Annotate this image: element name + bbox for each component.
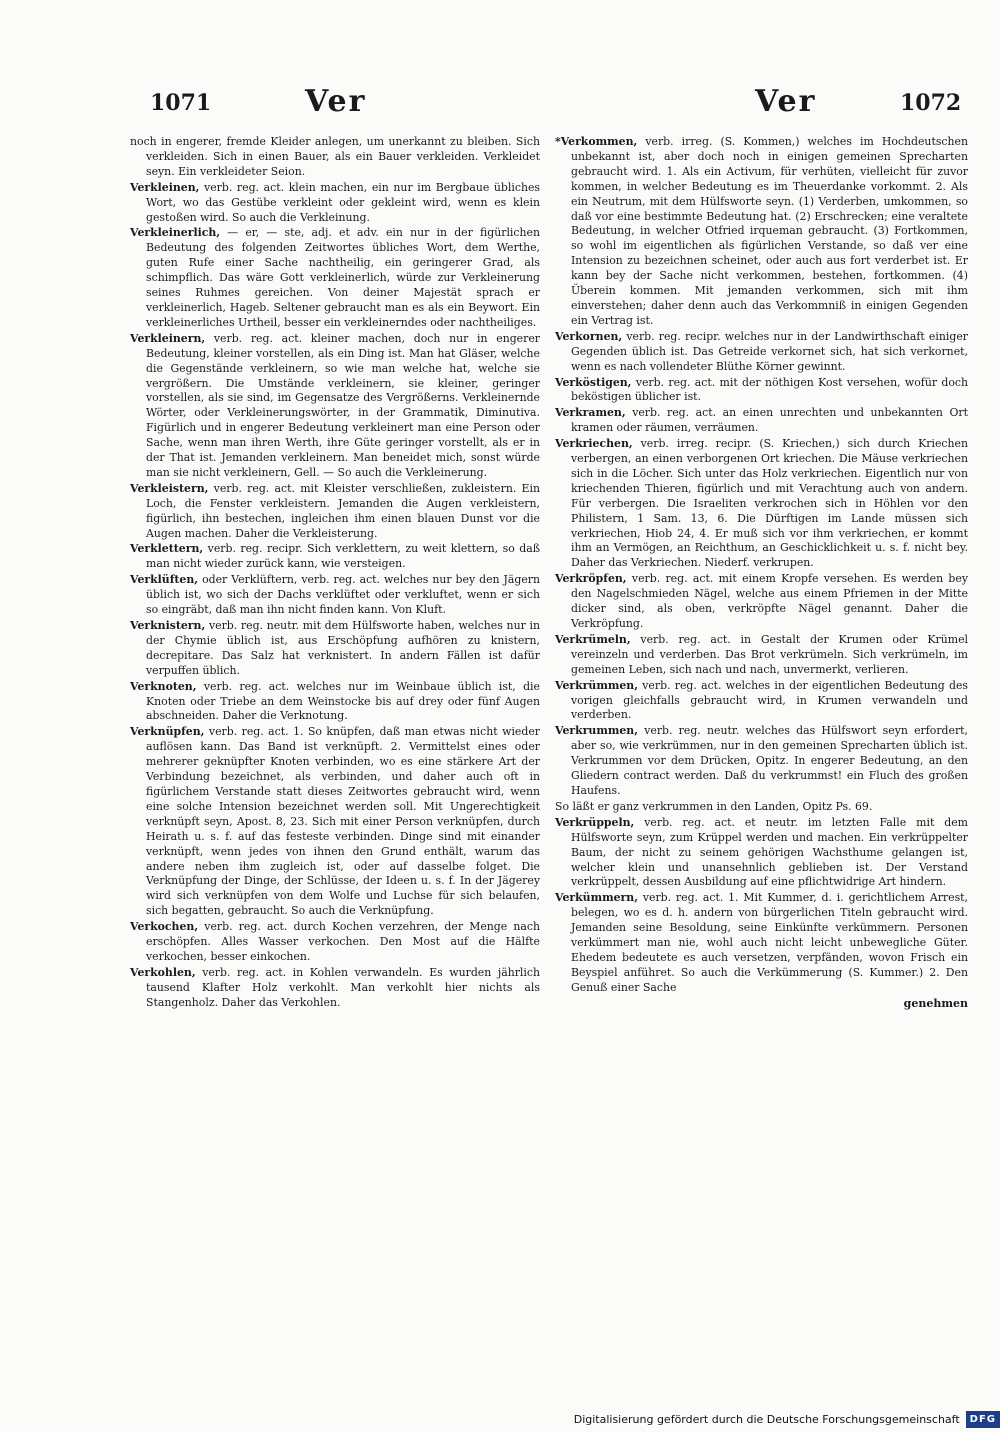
entry-lemma: Verkrüppeln, — [555, 815, 635, 829]
dictionary-entry — [555, 891, 968, 995]
entry-text: verb. reg. act. an einen unrechten und unbekannten Ort kramen oder räumen, verräumen. — [571, 406, 968, 435]
entry-text: verb. irreg. recipr. (S. Kriechen,) sich durch Kriechen verbergen, an einen verborgenen Ort kriechen. Die Mäuse verkriechen sich in die Löcher. Sich unter das Holz verkriechen. Eigentlich nur von kriechenden Thieren, figürlich und mit Verachtung auch von andern. Für verbergen. Die Israeliten verkrochen sich in Höhlen vor den Philistern, 1 Sam. 13, 6. Die Dürftigen im Lande müssen sich verkriechen, Hiob 24, 4. Er muß sich vor ihm verkriechen, er kommt ihm an Vermögen, an Reichthum, an Geschicklichkeit u. s. f. nicht bey. Daher das Verkriechen. Niederf. verkrupen. — [571, 437, 968, 570]
dictionary-entry — [130, 725, 540, 919]
page-number-right: 1072 — [900, 90, 962, 116]
entry-lemma: Verkrümmen, — [555, 678, 639, 692]
dictionary-entry — [555, 376, 968, 406]
continued-text: noch in engerer, fremde Kleider anlegen, um unerkannt zu bleiben. Sich verkleiden. Sich in einen Bauer, als ein Bauer verkleiden. Verkleidet seyn. Ein verkleideter Seion. — [130, 135, 540, 178]
catchword: genehmen — [903, 996, 968, 1010]
dictionary-entry — [555, 437, 968, 571]
entry-text: verb. reg. act. kleiner machen, doch nur in engerer Bedeutung, kleiner vorstellen, als ein Ding ist. Man hat Gläser, welche die Gegenstände verkleinern, so wie man welche hat, welche sie vergrößern. Die Umstände verkleinern, sie kleiner, geringer vorstellen, als sie sind, im Gegensatze des Vergrößerns. Verkleinernde Wörter, oder Verkleinerungswörter, in der Grammatik, Diminutiva. Figürlich und in engerer Bedeutung verkleinert man eine Person oder Sache, wenn man ihren Werth, ihre Güte geringer vorstellt, als er in der That ist. Jemanden verkleinern. Man beneidet mich, sonst würde man sie nicht verkleinern, Gell. — So auch die Verkleinerung. — [146, 331, 540, 479]
entry-text: verb. reg. neutr. welches das Hülfswort seyn erfordert, aber so, wie verkrümmen, nur in den gemeinen Sprecharten üblich ist. Verkrummen vor dem Drücken, Opitz. In engerer Bedeutung, an den Gliedern contract werden. Daß du verkrummst! ein Fluch des großen Haufens. — [571, 724, 968, 797]
dictionary-entry — [130, 966, 540, 1011]
entry-lemma: Verknüpfen, — [130, 725, 205, 739]
entry-lemma: *Verkommen, — [555, 135, 638, 148]
entry-text: verb. reg. act. durch Kochen verzehren, der Menge nach erschöpfen. Alles Wasser verkochen. Den Most auf die Hälfte verkochen, besser einkochen. — [146, 920, 541, 963]
dictionary-entry — [130, 920, 540, 965]
dictionary-entry — [555, 135, 968, 329]
entry-text: verb. reg. act. 1. So knüpfen, daß man etwas nicht wieder auflösen kann. Das Band ist verknüpft. 2. Vermittelst eines oder mehrerer geknüpfter Knoten verbinden, wo es eine stärkere Art der Verbindung bezeichnet, als verbinden, und daher auch oft in figürlichem Verstande statt dieses Zeitwortes gebraucht wird, wenn eine solche Intension bezeichnet werden soll. Mit Ungerechtigkeit verknüpft seyn, Apost. 8, 23. Sich mit einer Person verknüpfen, durch Heirath u. s. f. auf das festeste verbinden. Dinge sind mit einander verknüpft, wenn jedes von ihnen den Grund enthält, warum das andere neben ihm zugleich ist, oder auf dasselbe folget. Die Verknüpfung der Dinge, der Schlüsse, der Ideen u. s. f. In der Jägerey wird sich verknüpfen von dem Wolfe und Luchse für sich belaufen, sich begatten, gebraucht. So auch die Verknüpfung. — [146, 725, 540, 918]
dictionary-entry — [555, 724, 968, 799]
entry-lemma: Verkleistern, — [130, 481, 209, 495]
dictionary-entry — [555, 572, 968, 632]
entry-text: verb. reg. act. mit einem Kropfe versehen. Es werden bey den Nagelschmieden Nägel, welche aus einem Pfriemen in der Mitte dicker sind, als oben, verkröpfte Nägel genannt. Daher die Verkröpfung. — [571, 572, 968, 630]
entry-text: So läßt er ganz verkrummen in den Landen, Opitz Ps. 69. — [555, 799, 873, 813]
running-head-left: Ver — [305, 84, 367, 119]
left-entry-list — [130, 181, 540, 1011]
entry-text: verb. reg. act. klein machen, ein nur im Bergbaue übliches Wort, wo das Gestübe verkleint oder gekleint wird, wenn es klein gestoßen wird. So auch die Verkleinung. — [146, 180, 541, 224]
entry-lemma: Verkleinerlich, — [130, 226, 221, 240]
entry-text: verb. reg. act. in Gestalt der Krumen oder Krümel vereinzeln und verderben. Das Brot verkrümeln. Sich verkrümeln, im gemeinen Leben, sich nach und nach, unvermerkt, verlieren. — [571, 632, 968, 676]
entry-lemma: Verkleinern, — [130, 331, 206, 345]
dictionary-entry — [130, 573, 540, 618]
dictionary-entry — [555, 330, 968, 375]
dictionary-entry — [555, 633, 968, 678]
entry-lemma: Verkochen, — [130, 920, 199, 934]
entry-text: verb. reg. act. in Kohlen verwandeln. Es wurden jährlich tausend Klafter Holz verkohlt. Man verkohlt hier nichts als Stangenholz. Daher das Verkohlen. — [146, 965, 540, 1009]
entry-text: — er, — ste, adj. et adv. ein nur in der figürlichen Bedeutung des folgenden Zeitwortes übliches Wort, dem Werthe, guten Rufe einer Sache nachtheilig, ein geringerer Grad, als schimpflich. Das wäre Gott verkleinerlich, würde zur Verkleinerung seines Ruhmes gereichen. Von deiner Majestät sprach er verkleinerlich, Hageb. Seltener gebraucht man es als ein Beywort. Ein verkleinerliches Urtheil, besser ein verkleinerndes oder nachtheiliges. — [146, 226, 540, 329]
footer-text: Digitalisierung gefördert durch die Deutsche Forschungsgemeinschaft — [573, 1412, 960, 1426]
entry-lemma: Verkleinen, — [130, 180, 200, 194]
entry-lemma: Verkramen, — [555, 406, 626, 420]
dictionary-entry — [555, 679, 968, 724]
entry-lemma: Verköstigen, — [555, 375, 632, 389]
dictionary-entry — [130, 482, 540, 542]
entry-text: verb. reg. act. mit Kleister verschließen, zukleistern. Ein Loch, die Fenster verkleistern. Jemanden die Augen verkleistern, figürlich, ihn bestechen, ingleichen ihm einen blauen Dunst vor die Augen machen. Daher die Verkleisterung. — [146, 481, 540, 540]
dictionary-entry — [555, 800, 968, 815]
entry-text: verb. reg. act. mit der nöthigen Kost versehen, wofür doch beköstigen üblicher ist. — [571, 375, 968, 404]
entry-text: verb. reg. recipr. welches nur in der Landwirthschaft einiger Gegenden üblich ist. Das Getreide verkornet sich, hat sich verkornet, wenn es nach vollendeter Blüthe Körner gewinnt. — [571, 329, 968, 373]
dictionary-entry — [555, 406, 968, 436]
right-column — [555, 135, 968, 1012]
running-head-right: Ver — [755, 84, 817, 119]
dictionary-entry — [130, 226, 540, 330]
continued-entry — [130, 135, 540, 180]
dfg-logo: DFG — [966, 1411, 1000, 1428]
footer-banner — [574, 1408, 1000, 1430]
entry-text: verb. reg. neutr. mit dem Hülfsworte haben, welches nur in der Chymie üblich ist, aus Erschöpfung aufhören zu knistern, decrepitare. Das Salz hat verknistert. In andern Fällen ist dafür verpuffen üblich. — [146, 619, 540, 677]
dictionary-entry — [555, 816, 968, 891]
entry-lemma: Verklettern, — [130, 542, 204, 556]
left-column — [130, 135, 540, 1012]
entry-lemma: Verklüften, — [130, 573, 199, 587]
entry-lemma: Verkohlen, — [130, 965, 196, 979]
entry-text: verb. reg. act. welches nur im Weinbaue üblich ist, die Knoten oder Triebe an dem Weinstocke bis auf drey oder fünf Augen abschneiden. Daher die Verknotung. — [146, 679, 540, 723]
entry-lemma: Verkriechen, — [555, 437, 633, 451]
entry-lemma: Verknoten, — [130, 679, 197, 693]
entry-lemma: Verkrümeln, — [555, 632, 631, 646]
dictionary-entry — [130, 542, 540, 572]
dictionary-entry — [130, 619, 540, 679]
entry-text: verb. reg. recipr. Sich verklettern, zu weit klettern, so daß man nicht wieder zurück kann, wie versteigen. — [146, 542, 541, 571]
entry-text: verb. reg. act. 1. Mit Kummer, d. i. gerichtlichem Arrest, belegen, wo es d. h. andern von bürgerlichen Titeln gebraucht wird. Jemanden seine Besoldung, seine Einkünfte verkümmern. Personen verkümmert man nie, wohl auch nicht leicht unbewegliche Güter. Ehedem bedeutete es auch versetzen, verpfänden, wovon Frisch ein Beyspiel anführet. So auch die Verkümmerung (S. Kummer.) 2. Den Genuß einer Sache — [571, 891, 968, 994]
entry-lemma: Verkrummen, — [555, 724, 639, 738]
right-entry-list — [555, 135, 968, 996]
entry-lemma: Verkümmern, — [555, 891, 639, 905]
dictionary-entry — [130, 332, 540, 481]
entry-lemma: Verkornen, — [555, 329, 623, 343]
entry-lemma: Verkröpfen, — [555, 572, 627, 586]
entry-lemma: Verknistern, — [130, 619, 206, 632]
entry-text: verb. irreg. (S. Kommen,) welches im Hochdeutschen unbekannt ist, aber doch noch in einigen gemeinen Sprecharten gebraucht wird. 1. Als ein Activum, für verhüten, vielleicht für zuvor kommen, in welcher Bedeutung es im Theuerdanke vorkommt. 2. Als ein Neutrum, mit dem Hülfsworte seyn. (1) Verderben, umkommen, so daß vor eine bestimmte Bedeutung hat. (2) Erschrecken; eine veraltete Bedeutung, in welcher Otfried irqueman gebraucht. (3) Fortkommen, so wohl im eigentlichen als figürlichen Verstande, so daß ver eine Intension zu bezeichnen scheinet, oder auch aus fort verderbet ist. Er kann bey der Sache nicht verkommen, bestehen, fortkommen. (4) Überein kommen. Mit jemanden verkommen, sich mit ihm einverstehen; daher denn auch das Verkommniß in einigen Gegenden ein Vertrag ist. — [571, 135, 968, 327]
entry-text: verb. reg. act. welches in der eigentlichen Bedeutung des vorigen gleichfalls gebraucht wird, in Krumen verwandeln und verderben. — [571, 678, 968, 722]
dictionary-entry — [130, 680, 540, 725]
entry-text: oder Verklüftern, verb. reg. act. welches nur bey den Jägern üblich ist, wo sich der Dachs verklüftet oder verkluftet, wenn er sich so eingräbt, daß man ihn nicht finden kann. Von Kluft. — [146, 573, 540, 617]
page-number-left: 1071 — [150, 90, 212, 116]
dictionary-entry — [130, 181, 540, 226]
entry-text: verb. reg. act. et neutr. im letzten Falle mit dem Hülfsworte seyn, zum Krüppel werden und machen. Ein verkrüppelter Baum, der nicht zu seinem gehörigen Wachsthume gelangen ist, welcher klein und unansehnlich geblieben ist. Der Verstand verkrüppelt, dessen Ausbildung auf eine pflichtwidrige Art hindern. — [571, 815, 969, 889]
